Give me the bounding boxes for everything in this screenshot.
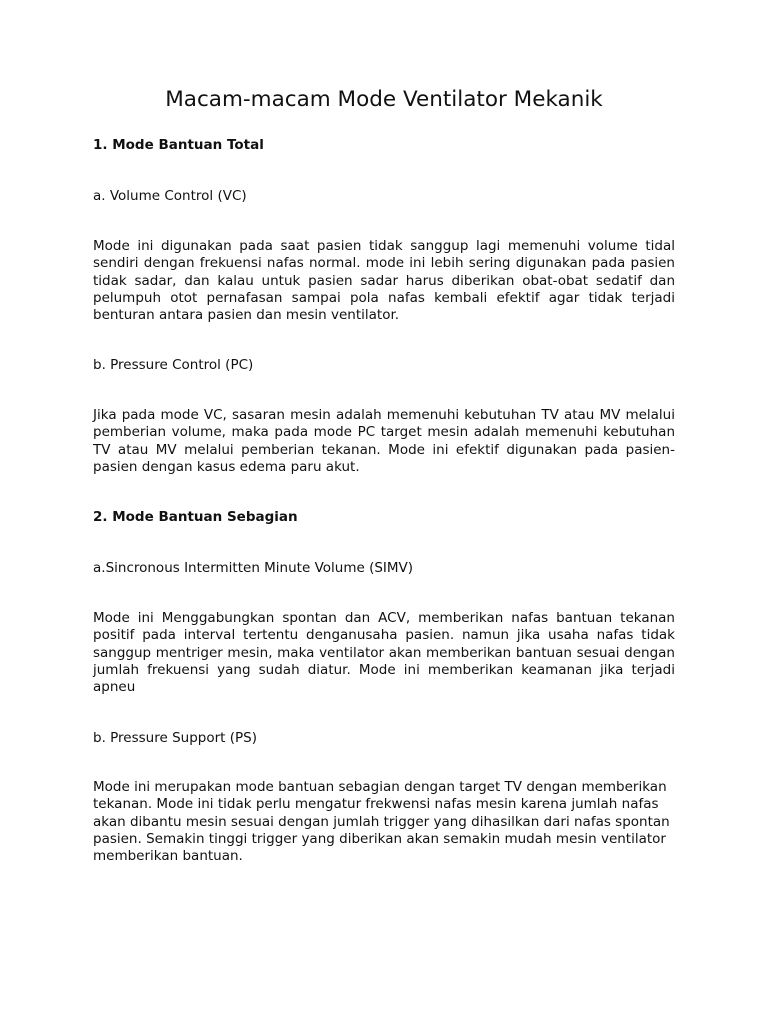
section-heading-mode-bantuan-total: 1. Mode Bantuan Total <box>93 137 264 153</box>
paragraph-simv: Mode ini Menggabungkan spontan dan ACV, memberikan nafas bantuan tekanan positif pada interval tertentu denganusaha pasien. namun jika usaha nafas tidak sanggup mentriger mesin, maka ventilator akan memberikan bantuan sesuai dengan jumlah frekuensi yang sudah diatur. Mode ini memberikan keamanan jika terjadi apneu <box>93 610 675 696</box>
paragraph-pressure-control: Jika pada mode VC, sasaran mesin adalah memenuhi kebutuhan TV atau MV melalui pemberian volume, maka pada mode PC target mesin adalah memenuhi kebutuhan TV atau MV melalui pemberian tekanan. Mode ini efektif digunakan pada pasien-pasien dengan kasus edema paru akut. <box>93 407 675 475</box>
subheading-pressure-control: b. Pressure Control (PC) <box>93 357 254 373</box>
section-heading-mode-bantuan-sebagian: 2. Mode Bantuan Sebagian <box>93 509 298 525</box>
document-title: Macam-macam Mode Ventilator Mekanik <box>165 87 603 112</box>
paragraph-pressure-support: Mode ini merupakan mode bantuan sebagian dengan target TV dengan memberikan tekanan. Mode ini tidak perlu mengatur frekwensi nafas mesin karena jumlah nafas akan dibantu mesin sesuai dengan jumlah trigger yang dihasilkan dari nafas spontan pasien. Semakin tinggi trigger yang diberikan akan semakin mudah mesin ventilator memberikan bantuan. <box>93 779 670 865</box>
subheading-pressure-support: b. Pressure Support (PS) <box>93 730 257 746</box>
subheading-volume-control: a. Volume Control (VC) <box>93 188 247 204</box>
subheading-simv: a.Sincronous Intermitten Minute Volume (SIMV) <box>93 560 414 576</box>
paragraph-volume-control: Mode ini digunakan pada saat pasien tidak sanggup lagi memenuhi volume tidal sendiri dengan frekuensi nafas normal. mode ini lebih sering digunakan pada pasien tidak sadar, dan kalau untuk pasien sadar harus diberikan obat-obat sedatif dan pelumpuh otot pernafasan sampai pola nafas kembali efektif agar tidak terjadi benturan antara pasien dan mesin ventilator. <box>93 238 675 324</box>
